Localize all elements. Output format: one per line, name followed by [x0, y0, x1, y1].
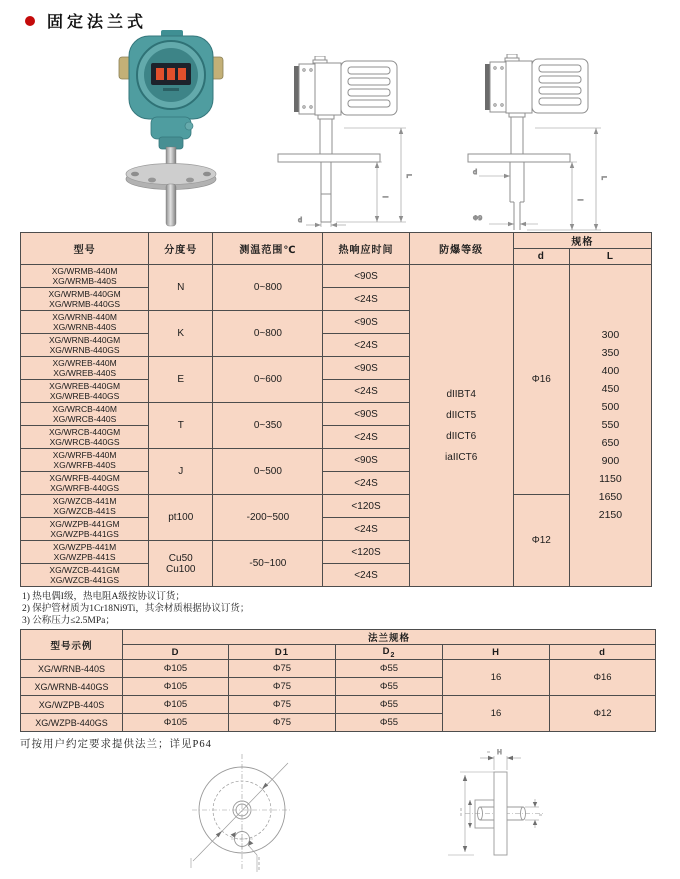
col-header-flange-spec: 法兰规格 — [123, 630, 656, 645]
model-cell — [21, 541, 149, 564]
L-value: 900 — [601, 455, 620, 467]
graduation: Cu100 — [166, 563, 196, 575]
explosion-grade: iaIICT6 — [445, 451, 478, 463]
response-cell: <90S — [323, 311, 409, 334]
graduation-cell: J — [149, 449, 213, 495]
spec-table — [20, 232, 652, 587]
L-value: 400 — [601, 365, 620, 377]
graduation-cell: pt100 — [149, 495, 213, 541]
D1-cell: Φ75 — [229, 660, 336, 678]
drawing-flange-section-view — [440, 744, 655, 869]
response-cell: <120S — [323, 541, 409, 564]
model-example-cell: XG/WZPB-440GS — [21, 714, 123, 732]
L-value: 350 — [601, 347, 620, 359]
d-spec-cell: Φ12 — [513, 495, 569, 587]
model: XG/WRFB-440S — [53, 460, 116, 470]
model: XG/WZCB-441S — [53, 506, 116, 516]
response-cell: <90S — [323, 449, 409, 472]
model-example-cell: XG/WRNB-440GS — [21, 678, 123, 696]
L-spec-cell — [569, 265, 651, 587]
col-header-D2 — [336, 645, 443, 660]
model: XG/WREB-440M — [52, 357, 117, 368]
H-cell: 16 — [443, 696, 550, 732]
model: XG/WRNB-440GM — [48, 334, 121, 345]
model: XG/WRMB-440S — [52, 276, 117, 286]
graduation-cell: T — [149, 403, 213, 449]
graduation-cell: E — [149, 357, 213, 403]
response-cell: <24S — [323, 518, 409, 541]
model: XG/WZPB-441GM — [49, 518, 120, 529]
col-header-graduation: 分度号 — [149, 233, 213, 265]
explosion-grade: dIICT5 — [446, 409, 477, 421]
explosion-grade-cell — [409, 265, 513, 587]
D1-cell: Φ75 — [229, 678, 336, 696]
model: XG/WREB-440GS — [49, 391, 120, 401]
model: XG/WZPB-441S — [53, 552, 116, 562]
response-cell: <24S — [323, 564, 409, 587]
response-cell: <24S — [323, 380, 409, 403]
col-header-model-example: 型号示例 — [21, 630, 123, 660]
notes-block — [22, 591, 249, 627]
range-cell: 0~800 — [213, 311, 323, 357]
note-line: 1) 热电偶I级，热电阻A级按协议订货； — [22, 592, 185, 602]
model-cell — [21, 495, 149, 518]
model-cell — [21, 518, 149, 541]
col-header-D1: D1 — [229, 645, 336, 660]
L-value: 1650 — [598, 491, 623, 503]
drawing-flanged-thermocouple — [258, 56, 448, 228]
D1-cell: Φ75 — [229, 696, 336, 714]
section-title-row — [25, 9, 147, 32]
d-cell: Φ16 — [550, 660, 656, 696]
explosion-grade: dIICT6 — [446, 430, 477, 442]
drawing-flange-top-view — [180, 750, 315, 875]
D2-cell: Φ55 — [336, 714, 443, 732]
D2-subscript: 2 — [390, 651, 396, 659]
model-cell — [21, 265, 149, 288]
range-cell: 0~350 — [213, 403, 323, 449]
col-header-d: d — [513, 249, 569, 265]
col-header-H: H — [443, 645, 550, 660]
col-header-explosion: 防爆等级 — [409, 233, 513, 265]
L-value: 300 — [601, 329, 620, 341]
model-cell — [21, 472, 149, 495]
model: XG/WRNB-440GS — [49, 345, 120, 355]
response-cell: <24S — [323, 288, 409, 311]
dim-label-phi9: Φ9 — [473, 214, 483, 222]
D2-label: D — [382, 645, 391, 657]
model: XG/WRFB-440GM — [49, 472, 120, 483]
response-cell: <90S — [323, 403, 409, 426]
model: XG/WRMB-440GM — [48, 288, 121, 299]
dim-label-l: l — [381, 196, 389, 198]
L-value: 1150 — [599, 473, 622, 485]
model: XG/WZCB-441GM — [49, 564, 120, 575]
dim-label-L: L — [600, 176, 608, 180]
d-spec-cell: Φ16 — [513, 265, 569, 495]
col-header-L: L — [569, 249, 651, 265]
model-cell — [21, 334, 149, 357]
model: XG/WZPB-441M — [52, 541, 117, 552]
model-cell — [21, 564, 149, 587]
model: XG/WRNB-440M — [52, 311, 117, 322]
model-cell — [21, 403, 149, 426]
L-value: 550 — [601, 419, 620, 431]
flange-spec-table — [20, 629, 656, 732]
model: XG/WRCB-440M — [52, 403, 117, 414]
model-cell — [21, 311, 149, 334]
range-cell: -200~500 — [213, 495, 323, 541]
model-example-cell: XG/WZPB-440S — [21, 696, 123, 714]
col-header-range: 测温范围℃ — [213, 233, 323, 265]
range-cell: -50~100 — [213, 541, 323, 587]
model: XG/WREB-440S — [53, 368, 117, 378]
col-header-D: D — [123, 645, 229, 660]
dim-label-L: L — [405, 174, 413, 178]
D2-cell: Φ55 — [336, 696, 443, 714]
D-cell: Φ105 — [123, 660, 229, 678]
graduation-cell — [149, 541, 213, 587]
response-cell: <120S — [323, 495, 409, 518]
range-cell: 0~600 — [213, 357, 323, 403]
col-header-model: 型号 — [21, 233, 149, 265]
model-cell — [21, 288, 149, 311]
D1-cell: Φ75 — [229, 714, 336, 732]
explosion-grade: dIIBT4 — [446, 388, 476, 400]
response-cell: <90S — [323, 265, 409, 288]
response-cell: <24S — [323, 334, 409, 357]
L-value: 2150 — [598, 509, 623, 521]
model-cell — [21, 449, 149, 472]
response-cell: <90S — [323, 357, 409, 380]
dim-label-d: d — [298, 216, 303, 224]
model-cell — [21, 357, 149, 380]
model-cell — [21, 426, 149, 449]
range-cell: 0~500 — [213, 449, 323, 495]
model: XG/WZCB-441M — [52, 495, 117, 506]
model: XG/WRFB-440M — [52, 449, 117, 460]
D-cell: Φ105 — [123, 696, 229, 714]
response-cell: <24S — [323, 426, 409, 449]
model: XG/WZCB-441GS — [50, 575, 120, 585]
model: XG/WREB-440GM — [49, 380, 121, 391]
D2-cell: Φ55 — [336, 678, 443, 696]
L-value: 500 — [601, 401, 620, 413]
footer-note: 可按用户约定要求提供法兰；详见P64 — [20, 739, 212, 750]
model: XG/WRCB-440GS — [49, 437, 120, 447]
model: XG/WZPB-441GS — [50, 529, 119, 539]
dim-label-l: l — [576, 199, 584, 201]
model: XG/WRFB-440GS — [50, 483, 120, 493]
d-cell: Φ12 — [550, 696, 656, 732]
H-cell: 16 — [443, 660, 550, 696]
response-cell: <24S — [323, 472, 409, 495]
graduation: Cu50 — [168, 552, 193, 564]
col-header-response: 热响应时间 — [323, 233, 409, 265]
L-value: 450 — [601, 383, 620, 395]
dim-label-d: d — [473, 168, 478, 176]
model-example-cell: XG/WRNB-440S — [21, 660, 123, 678]
D-cell: Φ105 — [123, 678, 229, 696]
col-header-d: d — [550, 645, 656, 660]
model: XG/WRMB-440M — [51, 265, 118, 276]
D-cell: Φ105 — [123, 714, 229, 732]
L-value: 650 — [601, 437, 620, 449]
model: XG/WRMB-440GS — [49, 299, 121, 309]
model: XG/WRNB-440S — [52, 322, 117, 332]
drawing-flanged-thermocouple-stepped — [443, 54, 648, 234]
model: XG/WRCB-440S — [52, 414, 117, 424]
graduation-cell: K — [149, 311, 213, 357]
D2-cell: Φ55 — [336, 660, 443, 678]
note-line: 2) 保护管材质为1Cr18Ni9Ti，其余材质根据协议订货； — [22, 604, 250, 614]
model: XG/WRCB-440GM — [48, 426, 121, 437]
dim-label-H: H — [497, 748, 502, 756]
col-header-spec: 规格 — [513, 233, 651, 249]
model-cell — [21, 380, 149, 403]
graduation-cell: N — [149, 265, 213, 311]
product-photo-thermocouple — [110, 30, 235, 235]
range-cell: 0~800 — [213, 265, 323, 311]
note-line: 3) 公称压力≤2.5MPa； — [22, 616, 115, 626]
red-bullet-icon — [25, 16, 35, 26]
page-title: 固定法兰式 — [47, 14, 148, 31]
